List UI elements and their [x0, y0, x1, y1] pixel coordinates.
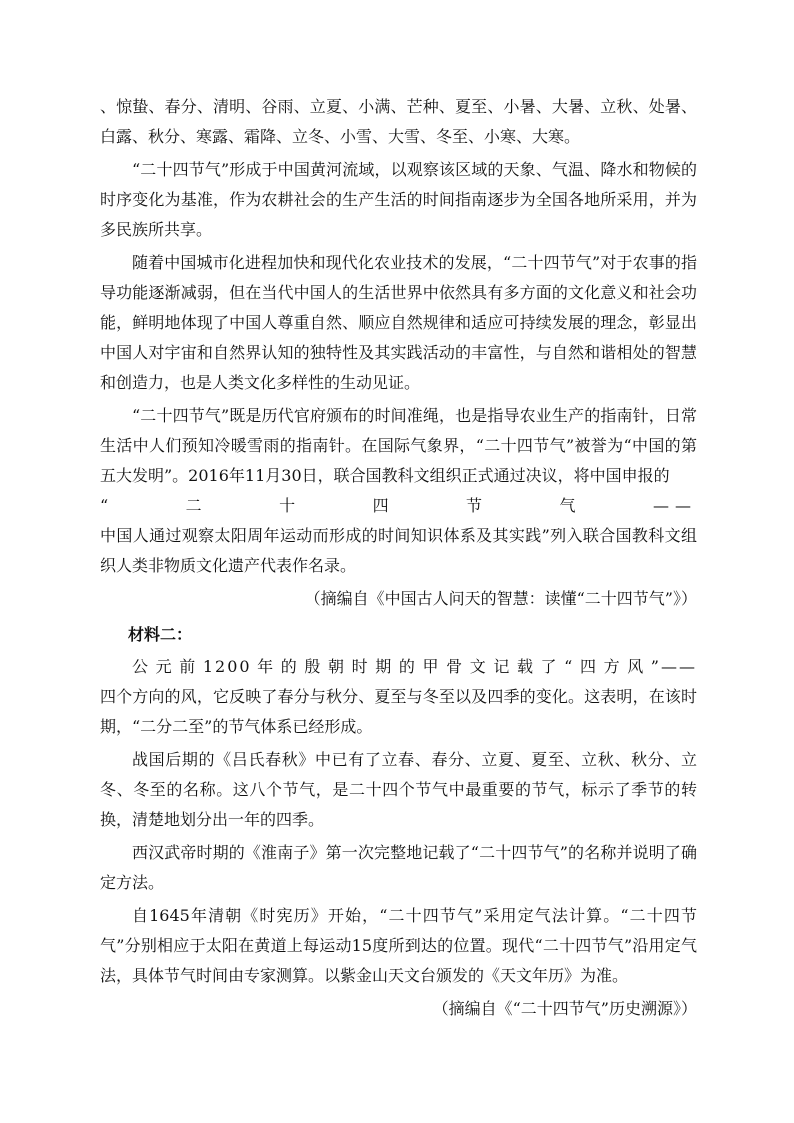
section-heading-material-two: 材料二：: [128, 625, 193, 644]
paragraph-huainanzi: 西汉武帝时期的《淮南子》第一次完整地记载了“二十四节气”的名称并说明了确定方法。: [100, 843, 697, 892]
paragraph-shixian-calendar: 自1645年清朝《时宪历》开始，“二十四节气”采用定气法计算。“二十四节气”分别相应于太阳在黄道上每运动15度所到达的位置。现代“二十四节气”沿用定气法，具体节气时间由专家测算。以紫金山天文台颁发的《天文年历》为准。: [100, 906, 697, 985]
paragraph-oracle-bones-a: 公元前1200年的殷朝时期的甲骨文记载了“四方风”——: [132, 657, 697, 676]
paragraph-unesco-c: 中国人通过观察太阳周年运动而形成的时间知识体系及其实践”列入联合国教科文组织人类非物质文化遗产代表作名录。: [100, 526, 697, 575]
document-page: [100, 92, 697, 1030]
paragraph-modern-significance: 随着中国城市化进程加快和现代化农业技术的发展，“二十四节气”对于农事的指导功能逐渐减弱，但在当代中国人的生活世界中依然具有多方面的文化意义和社会功能，鲜明地体现了中国人尊重自然、顺应自然规律和适应可持续发展的理念，彰显出中国人对宇宙和自然界认知的独特性及其实践活动的丰富性，与自然和谐相处的智慧和创造力，也是人类文化多样性的生动见证。: [100, 253, 697, 392]
paragraph-origin: “二十四节气”形成于中国黄河流域，以观察该区域的天象、气温、降水和物候的时序变化为基准，作为农耕社会的生产生活的时间指南逐步为全国各地所采用，并为多民族所共享。: [100, 160, 697, 239]
source-citation-one: （摘编自《中国古人问天的智慧：读懂“二十四节气”》）: [304, 589, 697, 608]
paragraph-unesco-a: “二十四节气”既是历代官府颁布的时间准绳，也是指导农业生产的指南针，日常生活中人们预知冷暖雪雨的指南针。在国际气象界，“二十四节气”被誉为“中国的第五大发明”。2016年11月30日，联合国教科文组织正式通过决议，将中国申报的: [100, 406, 697, 485]
paragraph-solar-terms-list: 、惊蛰、春分、清明、谷雨、立夏、小满、芒种、夏至、小暑、大暑、立秋、处暑、白露、秋分、寒露、霜降、立冬、小雪、大雪、冬至、小寒、大寒。: [100, 97, 697, 146]
paragraph-unesco-b: “二十四节气——: [100, 496, 697, 515]
paragraph-oracle-bones-b: 四个方向的风，它反映了春分与秋分、夏至与冬至以及四季的变化。这表明，在该时期，“二分二至”的节气体系已经形成。: [100, 687, 697, 736]
paragraph-lushi-chunqiu: 战国后期的《吕氏春秋》中已有了立春、春分、立夏、夏至、立秋、秋分、立冬、冬至的名称。这八个节气，是二十四个节气中最重要的节气，标示了季节的转换，清楚地划分出一年的四季。: [100, 750, 697, 829]
source-citation-two: （摘编自《“二十四节气”历史溯源》）: [432, 999, 697, 1018]
